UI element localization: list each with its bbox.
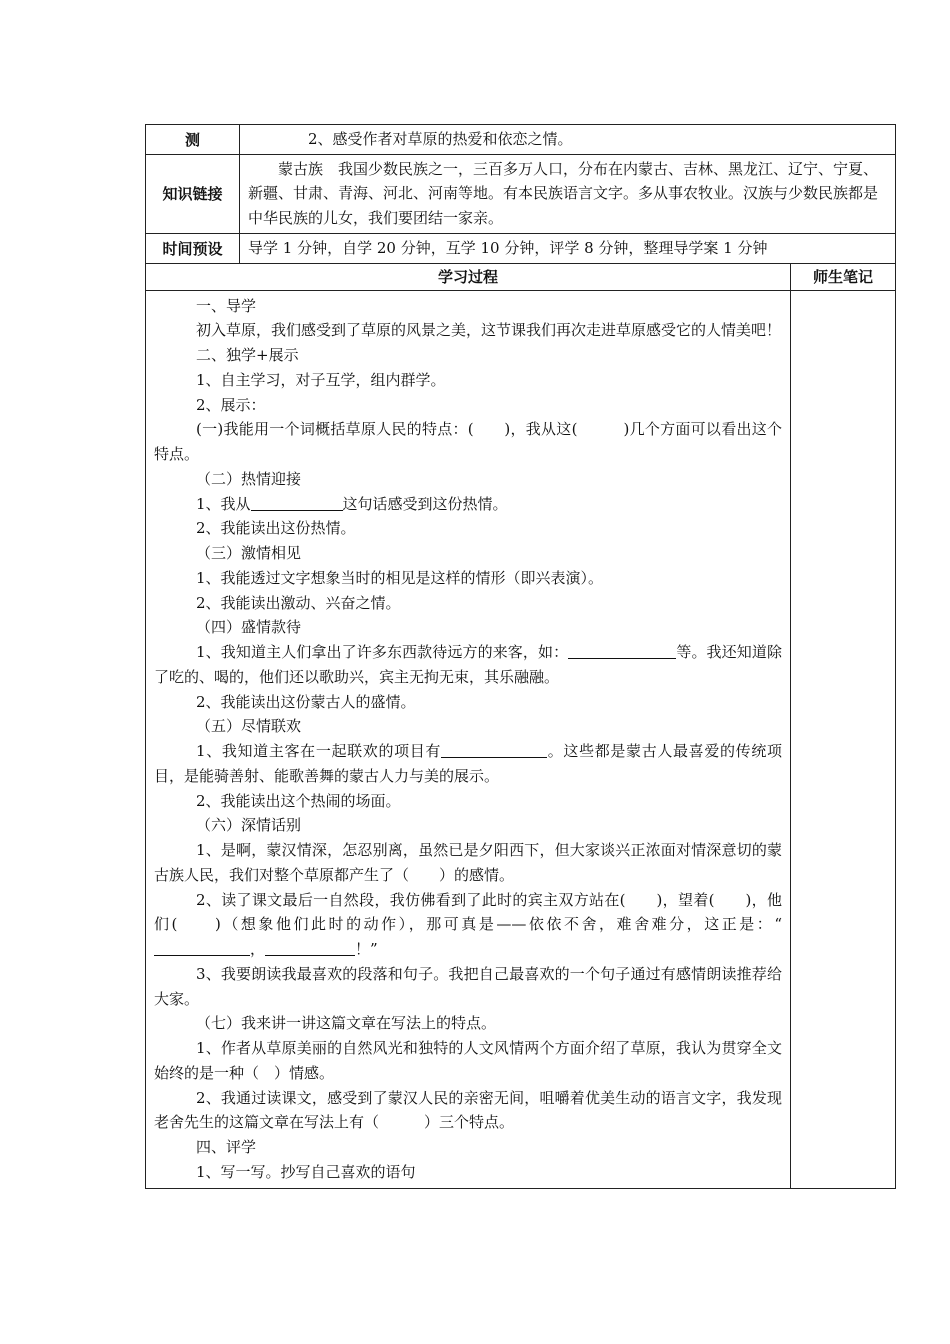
test-text: 2、感受作者对草原的热爱和依恋之情。: [308, 130, 573, 148]
part-2-item-1: [154, 492, 782, 517]
test-label: 测: [146, 125, 240, 155]
self-study-item-2: 2、展示：: [196, 395, 266, 414]
evaluate-item-1: 1、写一写。抄写自己喜欢的语句: [196, 1162, 416, 1181]
process-content: [146, 290, 791, 1188]
test-row: [146, 125, 896, 155]
part-3-item-2: 2、我能读出激动、兴奋之情。: [196, 593, 401, 612]
section-self-study-title: 二、独学+展示: [196, 346, 299, 365]
self-study-item-1: 1、自主学习，对子互学，组内群学。: [196, 370, 446, 389]
knowledge-label: 知识链接: [146, 154, 240, 233]
part-5-title: （五）尽情联欢: [196, 717, 302, 736]
part-6-item-1: 1、是啊，蒙汉情深，怎忍别离，虽然已是夕阳西下，但大家谈兴正浓面对情深意切的蒙古族人民，我们对整个草原都产生了（ ）的感情。: [154, 841, 782, 884]
part-4-item-1: [154, 640, 782, 690]
fill-blank: [251, 494, 343, 511]
process-row: [146, 290, 896, 1188]
notes-header: 师生笔记: [791, 263, 896, 290]
section-guide-text: 初入草原，我们感受到了草原的风景之美，这节课我们再次走进草原感受它的人情美吧！: [196, 321, 782, 340]
part-7-title: （七）我来讲一讲这篇文章在写法上的特点。: [196, 1014, 497, 1033]
part-2-item-1-a: 1、我从: [196, 494, 251, 513]
fill-blank: [568, 642, 676, 659]
part-6-item-2-a: 2、读了课文最后一自然段，我仿佛看到了此时的宾主双方站在( )，望着( )，他们( )（想象他们此时的动作），那可真是——依依不舍，难舍难分，这正是：“: [154, 890, 782, 934]
part-5-item-2: 2、我能读出这个热闹的场面。: [196, 791, 401, 810]
process-header: 学习过程: [146, 263, 791, 290]
time-text: 导学 1 分钟，自学 20 分钟，互学 10 分钟，评学 8 分钟，整理导学案 1 分钟: [248, 238, 768, 257]
part-2-item-2: 2、我能读出这份热情。: [196, 519, 356, 538]
knowledge-row: [146, 154, 896, 233]
part-2-item-1-b: 这句话感受到这份热情。: [342, 494, 508, 513]
part-4-item-2: 2、我能读出这份蒙古人的盛情。: [196, 692, 416, 711]
part-6-item-3: 3、我要朗读我最喜欢的段落和句子。我把自己最喜欢的一个句子通过有感情朗读推荐给大家。: [154, 964, 782, 1008]
part-3-item-1: 1、我能透过文字想象当时的相见是这样的情形（即兴表演）。: [196, 568, 604, 587]
part-1-text: (一)我能用一个词概括草原人民的特点：( )，我从这( )几个方面可以看出这个特点。: [154, 420, 782, 464]
part-2-title: （二）热情迎接: [196, 469, 302, 488]
part-4-item-1-b: 等。我还知道除了吃的、喝的，他们还以歌助兴，宾主无拘无束，其乐融融。: [154, 643, 782, 686]
knowledge-text: 蒙古族 我国少数民族之一，三百多万人口，分布在内蒙古、吉林、黑龙江、辽宁、宁夏、新疆、甘肃、青海、河北、河南等地。有本民族语言文字。多从事农牧业。汉族与少数民族都是中华民族的儿女，我们要团结一家亲。: [248, 159, 879, 228]
part-5-item-1-b: 。这些都是蒙古人最喜爱的传统项目，是能骑善射、能歌善舞的蒙古人力与美的展示。: [154, 742, 782, 785]
fill-blank: [265, 939, 355, 956]
part-3-title: （三）激情相见: [196, 544, 302, 563]
part-5-item-1-a: 1、我知道主客在一起联欢的项目有: [196, 742, 442, 761]
fill-blank: [441, 741, 547, 758]
part-6-item-2-c: ！”: [355, 940, 378, 959]
section-guide-title: 一、导学: [196, 296, 257, 315]
time-label: 时间预设: [146, 233, 240, 263]
part-6-item-2: [154, 888, 782, 962]
time-content: [240, 233, 896, 263]
part-7-item-1: 1、作者从草原美丽的自然风光和独特的人文风情两个方面介绍了草原，我认为贯穿全文始终的是一种（ ）情感。: [154, 1039, 782, 1082]
test-content: [240, 125, 896, 155]
fill-blank: [154, 939, 250, 956]
part-4-item-1-a: 1、我知道主人们拿出了许多东西款待远方的来客，如：: [196, 643, 569, 662]
part-6-title: （六）深情话别: [196, 816, 302, 835]
part-5-item-1: [154, 739, 782, 789]
notes-column: [791, 290, 896, 1188]
time-row: [146, 233, 896, 263]
section-evaluate-title: 四、评学: [196, 1138, 257, 1157]
lesson-plan-table: [145, 124, 896, 1189]
part-7-item-2: 2、我通过读课文，感受到了蒙汉人民的亲密无间，咀嚼着优美生动的语言文字，我发现老舍先生的这篇文章在写法上有（ ）三个特点。: [154, 1088, 782, 1132]
part-4-title: （四）盛情款待: [196, 618, 302, 637]
part-6-item-2-b: ，: [250, 940, 266, 959]
header-row: [146, 263, 896, 290]
knowledge-content: [240, 154, 896, 233]
